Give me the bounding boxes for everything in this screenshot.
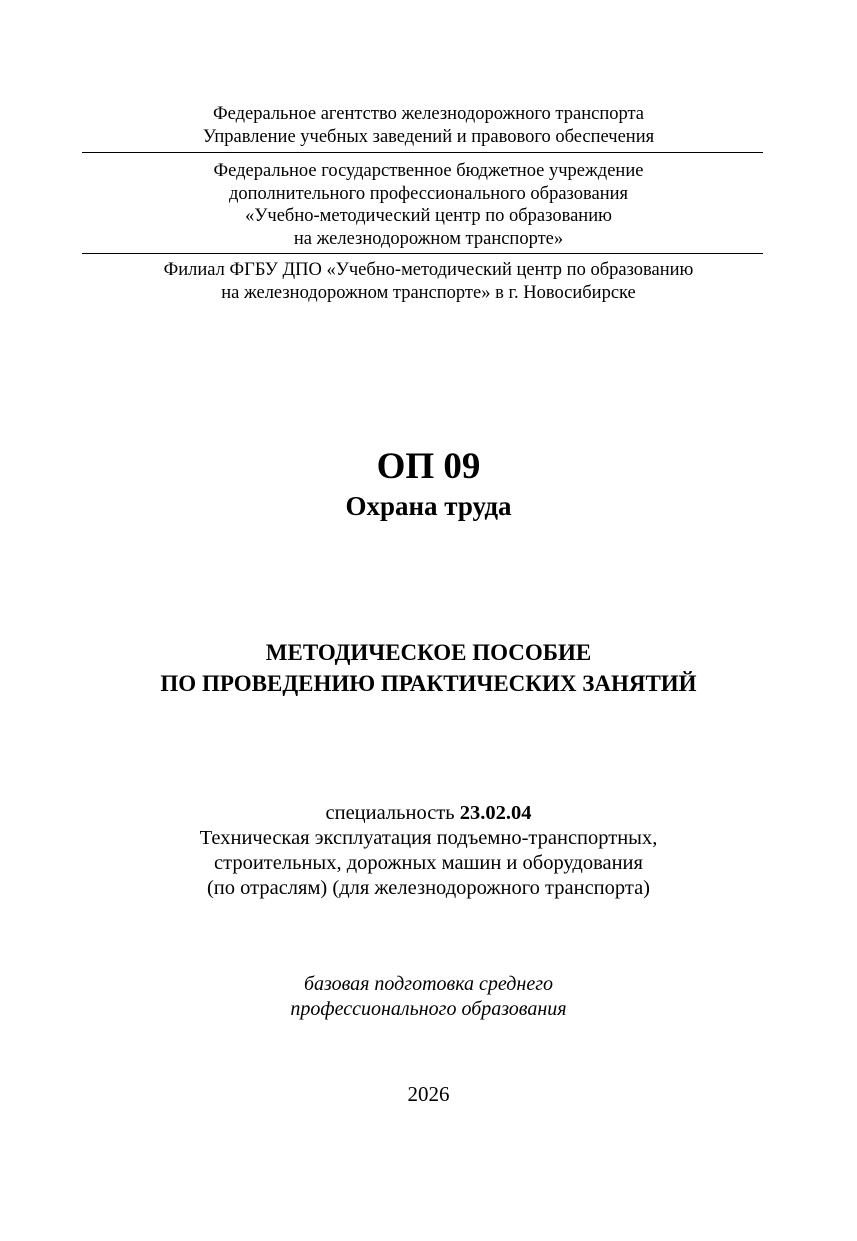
agency-header <box>0 103 857 148</box>
branch-line: Филиал ФГБУ ДПО «Учебно-методический центр по образованию <box>163 260 694 280</box>
course-title <box>0 445 857 523</box>
institution-line: дополнительного профессионального образования <box>228 183 629 204</box>
specialty-block <box>0 801 857 901</box>
year-text: 2026 <box>407 1082 450 1106</box>
course-code: ОП 09 <box>376 446 481 487</box>
specialty-label: специальность <box>325 802 455 824</box>
education-level-line: профессионального образования <box>290 998 567 1020</box>
document-type-line: ПО ПРОВЕДЕНИЮ ПРАКТИЧЕСКИХ ЗАНЯТИЙ <box>160 671 697 696</box>
specialty-description-line: строительных, дорожных машин и оборудования <box>214 852 643 874</box>
institution-line: Федеральное государственное бюджетное учреждение <box>213 161 644 181</box>
specialty-description-line: Техническая эксплуатация подъемно-транспортных, <box>199 827 658 849</box>
institution-header <box>0 160 857 250</box>
specialty-description-line: (по отраслям) (для железнодорожного транспорта) <box>206 877 651 899</box>
specialty-heading <box>0 801 857 826</box>
header-divider <box>82 253 763 254</box>
header-divider <box>82 152 763 153</box>
branch-line: на железнодорожном транспорте» в г. Новосибирске <box>221 282 636 303</box>
specialty-code: 23.02.04 <box>459 802 532 824</box>
branch-header <box>0 259 857 304</box>
agency-line: Федеральное агентство железнодорожного транспорта <box>212 104 644 124</box>
agency-line: Управление учебных заведений и правового обеспечения <box>202 126 655 147</box>
document-type-line: МЕТОДИЧЕСКОЕ ПОСОБИЕ <box>265 640 592 665</box>
course-name: Охрана труда <box>345 491 512 521</box>
publication-year <box>0 1081 857 1107</box>
institution-line: «Учебно-методический центр по образованию <box>245 206 612 226</box>
institution-line: на железнодорожном транспорте» <box>293 228 564 249</box>
education-level-line: базовая подготовка среднего <box>303 973 554 995</box>
education-level <box>0 972 857 1022</box>
document-type <box>0 637 857 699</box>
